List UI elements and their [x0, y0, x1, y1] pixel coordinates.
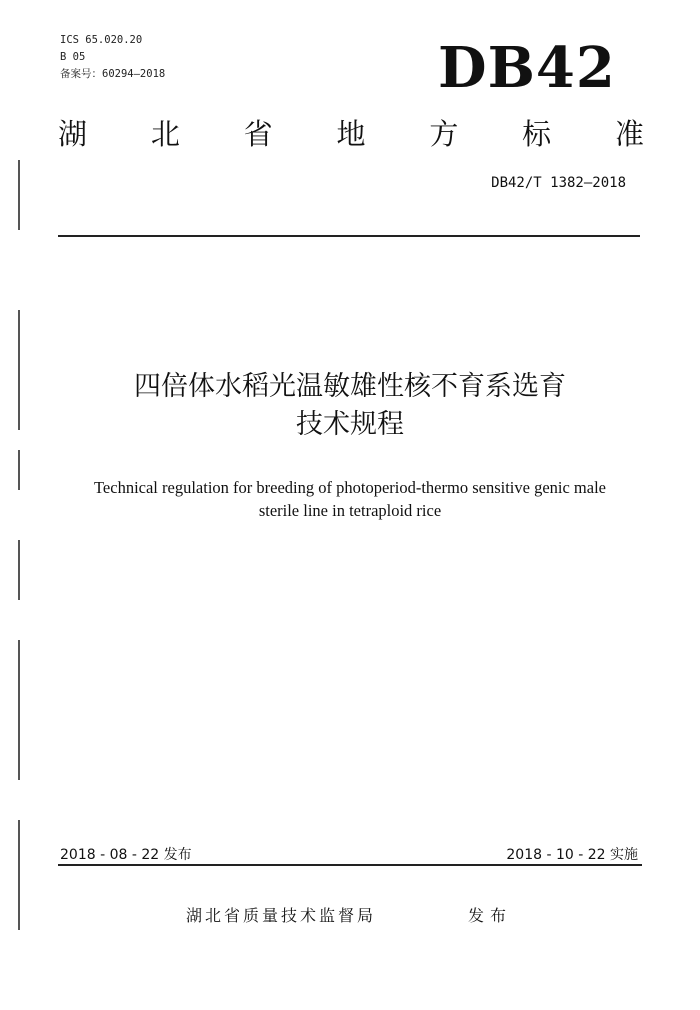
standard-type-char: 湖 [58, 117, 88, 151]
top-divider [58, 235, 640, 237]
chinese-title-line-1: 四倍体水稻光温敏雄性核不育系选育 [134, 371, 566, 402]
classification-block [60, 32, 165, 83]
standard-type-char: 准 [614, 117, 644, 151]
english-title-line-2: sterile line in tetraploid rice [258, 501, 442, 520]
standard-number: DB42/T 1382—2018 [491, 175, 626, 191]
english-title-line-1: Technical regulation for breeding of photoperiod-thermo sensitive genic male [94, 478, 606, 497]
implementation-date: 2018 - 10 - 22 实施 [506, 847, 638, 863]
chinese-title [0, 368, 700, 444]
standard-code: DB42 [438, 35, 616, 101]
standard-type-char: 北 [150, 117, 180, 151]
issue-date: 2018 - 08 - 22 发布 [60, 847, 192, 863]
ccs-code: B 05 [60, 51, 86, 63]
record-number: 备案号：60294—2018 [60, 68, 166, 80]
issue-label: 发布 [468, 906, 513, 925]
ics-code: ICS 65.020.20 [60, 34, 143, 46]
standard-type-char: 省 [243, 117, 273, 151]
standard-type-char: 方 [429, 117, 459, 151]
standard-type-char: 标 [522, 117, 552, 151]
standard-type-char: 地 [336, 117, 366, 151]
chinese-title-line-2: 技术规程 [296, 409, 404, 440]
scan-binding-marks [18, 120, 21, 940]
standard-type-heading [58, 114, 644, 154]
english-title [0, 476, 700, 522]
bottom-divider [58, 864, 642, 866]
issuing-authority: 湖北省质量技术监督局 [186, 906, 377, 925]
